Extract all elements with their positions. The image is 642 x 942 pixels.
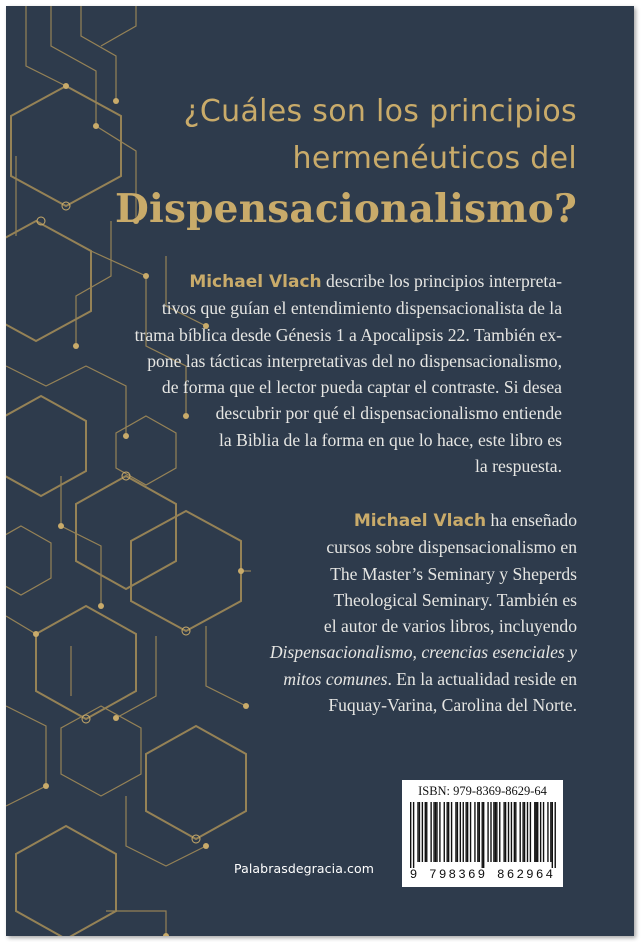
book-title-italic: mitos comunes (283, 668, 388, 689)
headline-line-2: hermenéuticos del (292, 141, 577, 176)
barcode-bars (410, 802, 556, 868)
bio-line: el autor de varios libros, incluyendo (323, 616, 577, 637)
author-bio-paragraph (270, 507, 577, 718)
description-line: la respuesta. (475, 456, 562, 477)
description-line: describe los principios interpreta- (321, 271, 562, 291)
description-line: la Biblia de la forma en que lo hace, este libro es (219, 429, 562, 450)
bio-line: Fuquay-Varina, Carolina del Norte. (328, 695, 577, 716)
isbn-barcode (402, 780, 563, 887)
headline-line-1: ¿Cuáles son los principios (183, 94, 577, 129)
bio-line: ha enseñado (486, 510, 577, 530)
description-line: pone las tácticas interpretativas del no dispensacionalismo, (147, 350, 562, 371)
isbn-digits: 9 798369 862964 (409, 868, 556, 882)
book-title-italic: Dispensacionalismo, creencias esenciales y (269, 642, 577, 663)
isbn-label: ISBN: 979-8369-8629-64 (418, 784, 547, 798)
author-name: Michael Vlach (189, 272, 322, 292)
description-line: descubrir por qué el dispensacionalismo entiende (215, 403, 562, 424)
headline (115, 88, 577, 236)
author-name: Michael Vlach (353, 511, 487, 531)
bio-line: cursos sobre dispensacionalismo en (326, 537, 577, 558)
publisher-website: Palabrasdegracia.com (234, 861, 375, 876)
description-line: tivos que guían el entendimiento dispensacionalista de la (161, 298, 562, 319)
bio-line: . En la actualidad reside en (387, 668, 577, 689)
description-line: trama bíblica desde Génesis 1 a Apocalipsis 22. También ex- (134, 324, 562, 345)
headline-title: Dispensacionalismo? (115, 186, 577, 232)
description-line: de forma que el lector pueda captar el contraste. Si desea (161, 377, 562, 398)
bio-line: Theological Seminary. También es (333, 589, 577, 610)
bio-line: The Master’s Seminary y Sheperds (330, 563, 577, 584)
book-back-cover (6, 6, 634, 936)
description-paragraph (135, 268, 562, 479)
